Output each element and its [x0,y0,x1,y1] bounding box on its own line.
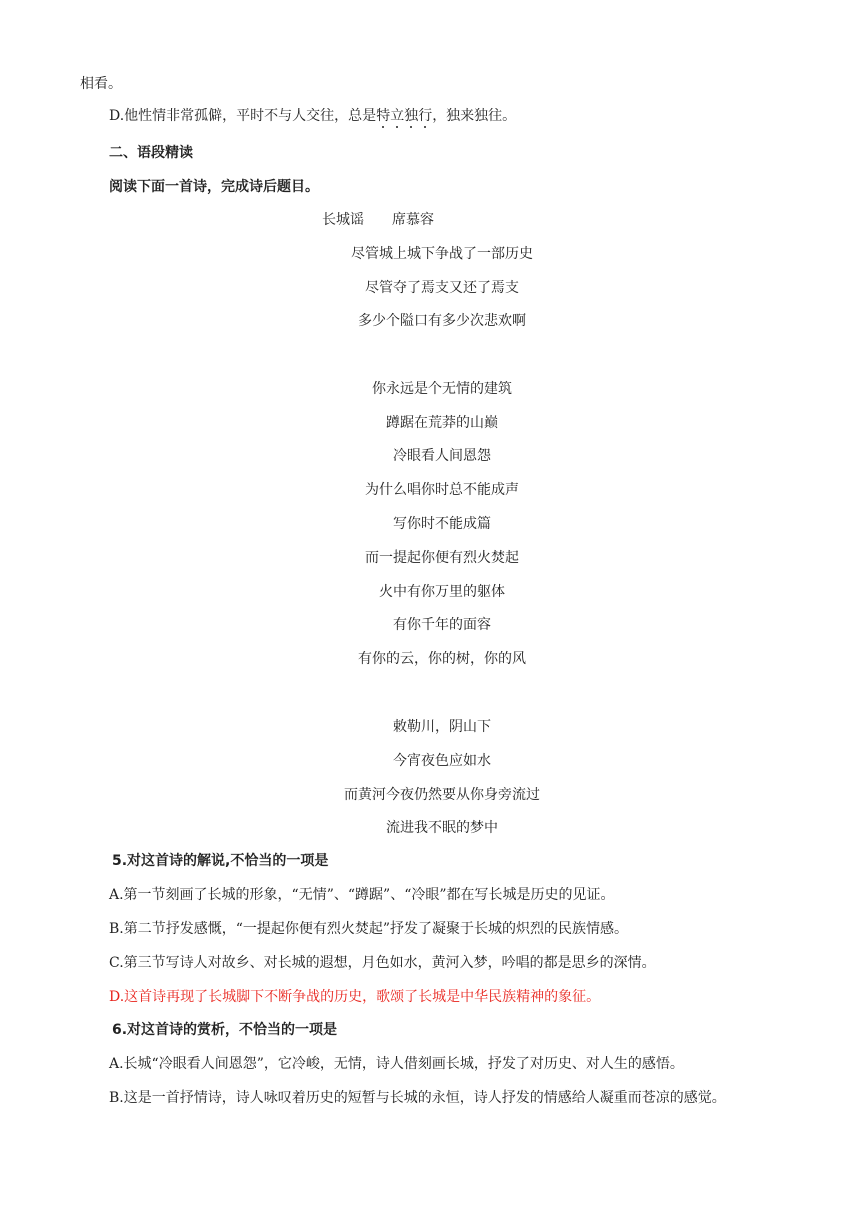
poem-line: 你永远是个无情的建筑 [372,381,512,397]
poem-line: 多少个隘口有多少次悲欢啊 [358,313,526,329]
poem-line: 尽管城上城下争战了一部历史 [351,246,533,262]
poem-author: 席慕容 [392,212,434,228]
poem-heading [322,210,434,230]
option-d-before: D.他性情非常孤僻，平时不与人交往，总是 [109,108,377,124]
emphasis-char: 特 [376,108,391,124]
poem-line: 流进我不眠的梦中 [386,820,498,836]
poem-title: 长城谣 [322,212,364,228]
poem-line: 尽管夺了焉支又还了焉支 [365,280,519,296]
question-6-option-b: B.这是一首抒情诗，诗人咏叹着历史的短暂与长城的永恒，诗人抒发的情感给人凝重而苍凉的感觉。 [109,1090,726,1106]
question-5-option-b: B.第二节抒发感慨，“一提起你便有烈火焚起”抒发了凝聚于长城的炽烈的民族情感。 [109,921,629,937]
poem-line: 而黄河今夜仍然要从你身旁流过 [344,787,540,803]
poem-line: 有你千年的面容 [393,617,491,633]
question-5-option-a: A.第一节刻画了长城的形象，“无情”、“蹲踞”、“冷眼”都在写长城是历史的见证。 [109,887,615,903]
poem-line: 冷眼看人间恩怨 [393,448,491,464]
question-5-stem: 5.对这首诗的解说,不恰当的一项是 [112,853,329,869]
question-6-stem: 6.对这首诗的赏析，不恰当的一项是 [112,1022,338,1038]
instruction: 阅读下面一首诗，完成诗后题目。 [109,179,319,195]
poem-line: 火中有你万里的躯体 [379,584,505,600]
question-6-option-a: A.长城“冷眼看人间恩怨”，它冷峻，无情，诗人借刻画长城，抒发了对历史、对人生的感悟。 [109,1056,684,1072]
option-d-emphasis [376,108,432,124]
option-d-after: ，独来独往。 [432,108,517,124]
previous-text-continuation: 相看。 [80,76,122,92]
emphasis-char: 立 [390,108,405,124]
emphasis-char: 行 [418,108,433,124]
poem-line: 而一提起你便有烈火焚起 [365,550,519,566]
question-5-option-c: C.第三节写诗人对故乡、对长城的遐想，月色如水，黄河入梦，吟唱的都是思乡的深情。 [109,955,656,971]
emphasis-char: 独 [404,108,419,124]
section-title: 二、语段精读 [109,145,193,161]
poem-line: 今宵夜色应如水 [393,753,491,769]
poem-line: 蹲踞在荒莽的山巅 [386,415,498,431]
poem-line: 写你时不能成篇 [393,516,491,532]
poem-line: 有你的云，你的树，你的风 [358,651,526,667]
previous-option-d [109,106,516,126]
question-5-option-d-answer: D.这首诗再现了长城脚下不断争战的历史，歌颂了长城是中华民族精神的象征。 [109,989,601,1005]
poem-line: 为什么唱你时总不能成声 [365,482,519,498]
poem-line: 敕勒川，阴山下 [393,719,491,735]
